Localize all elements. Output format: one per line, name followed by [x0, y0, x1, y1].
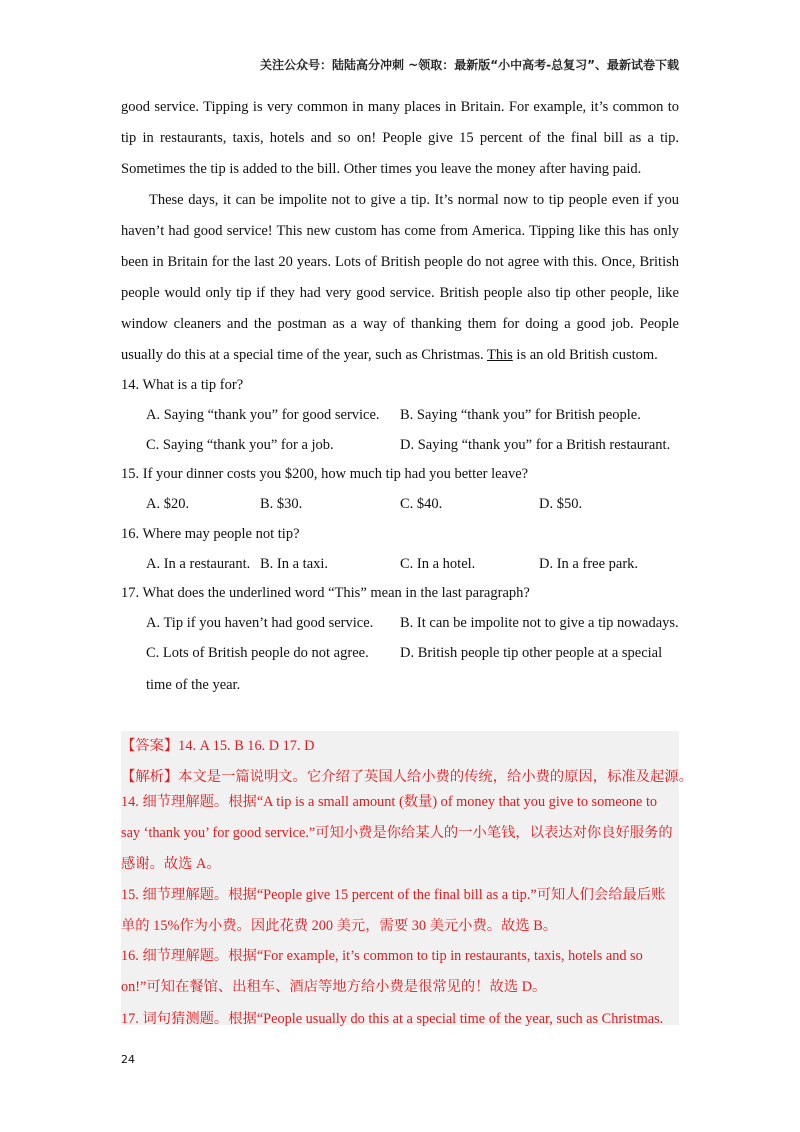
explanation-17: 17. 词句猜测题。根据“People usually do this at a special time of the year, such as Christmas. — [121, 1011, 664, 1027]
explanation-14: 14. 细节理解题。根据“A tip is a small amount (数量) of money that you give to someone to say ‘thank you’ for good service.”可知小费是你给某人的一小笔钱，以表达对你良好服务的感谢。故选 A。 — [121, 794, 673, 872]
q17-option-b: B. It can be impolite not to give a tip nowadays. — [400, 615, 679, 631]
q17-option-a: A. Tip if you haven’t had good service. — [146, 615, 374, 631]
q14-option-a: A. Saying “thank you” for good service. — [146, 407, 380, 423]
question-16-stem: 16. Where may people not tip? — [121, 526, 300, 542]
q16-option-a: A. In a restaurant. — [146, 556, 251, 572]
q15-option-a: A. $20. — [146, 496, 190, 512]
page-number: 24 — [121, 1053, 135, 1066]
question-17-stem: 17. What does the underlined word “This” mean in the last paragraph? — [121, 585, 530, 601]
explanation-16: 16. 细节理解题。根据“For example, it’s common to tip in restaurants, taxis, hotels and so on!”可知在餐馆、出租车、酒店等地方给小费是很常见的！故选 D。 — [121, 948, 643, 995]
q14-option-b: B. Saying “thank you” for British people. — [400, 407, 641, 423]
q15-option-b: B. $30. — [260, 496, 303, 512]
q16-option-b: B. In a taxi. — [260, 556, 329, 572]
q17-option-d-continued: time of the year. — [146, 677, 241, 693]
q17-option-c: C. Lots of British people do not agree. — [146, 645, 369, 661]
question-14-stem: 14. What is a tip for? — [121, 377, 244, 393]
underlined-word-this: This — [487, 347, 513, 363]
q17-option-d: D. British people tip other people at a special — [400, 645, 663, 661]
q14-option-c: C. Saying “thank you” for a job. — [146, 437, 334, 453]
page-header: 关注公众号：陆陆高分冲刺 ~领取：最新版“小中高考-总复习”、最新试卷下载 — [260, 58, 679, 72]
q16-option-d: D. In a free park. — [539, 556, 639, 572]
analysis-summary: 【解析】本文是一篇说明文。它介绍了英国人给小费的传统，给小费的原因，标准及起源。 — [121, 769, 693, 785]
paragraph-2-tail: is an old British custom. — [512, 347, 658, 363]
passage-paragraph-2 — [121, 185, 679, 371]
q14-option-d: D. Saying “thank you” for a British restaurant. — [400, 437, 671, 453]
q16-option-c: C. In a hotel. — [400, 556, 476, 572]
passage-paragraph-1: good service. Tipping is very common in many places in Britain. For example, it’s common to tip in restaurants, taxis, hotels and so on! People give 15 percent of the final bill as a tip. Sometimes the tip is added to the bill. Other times you leave the money after having paid. — [121, 99, 679, 177]
paragraph-2-text: These days, it can be impolite not to give a tip. It’s normal now to tip people even if you haven’t had good service! This new custom has come from America. Tipping like this has only been in Britain for the last 20 years. Lots of British people do not agree with this. Once, British people would only tip if they had very good service. British people also tip other people, like window cleaners and the postman as a way of thanking them for doing a good job. People usually do this at a special time of the year, such as Christmas. — [121, 192, 679, 363]
explanation-15: 15. 细节理解题。根据“People give 15 percent of the final bill as a tip.”可知人们会给最后账单的 15%作为小费。因此花费 200 美元，需要 30 美元小费。故选 B。 — [121, 887, 666, 934]
q15-option-d: D. $50. — [539, 496, 583, 512]
answer-key: 【答案】14. A 15. B 16. D 17. D — [121, 738, 315, 754]
q15-option-c: C. $40. — [400, 496, 443, 512]
question-15-stem: 15. If your dinner costs you $200, how much tip had you better leave? — [121, 466, 529, 482]
